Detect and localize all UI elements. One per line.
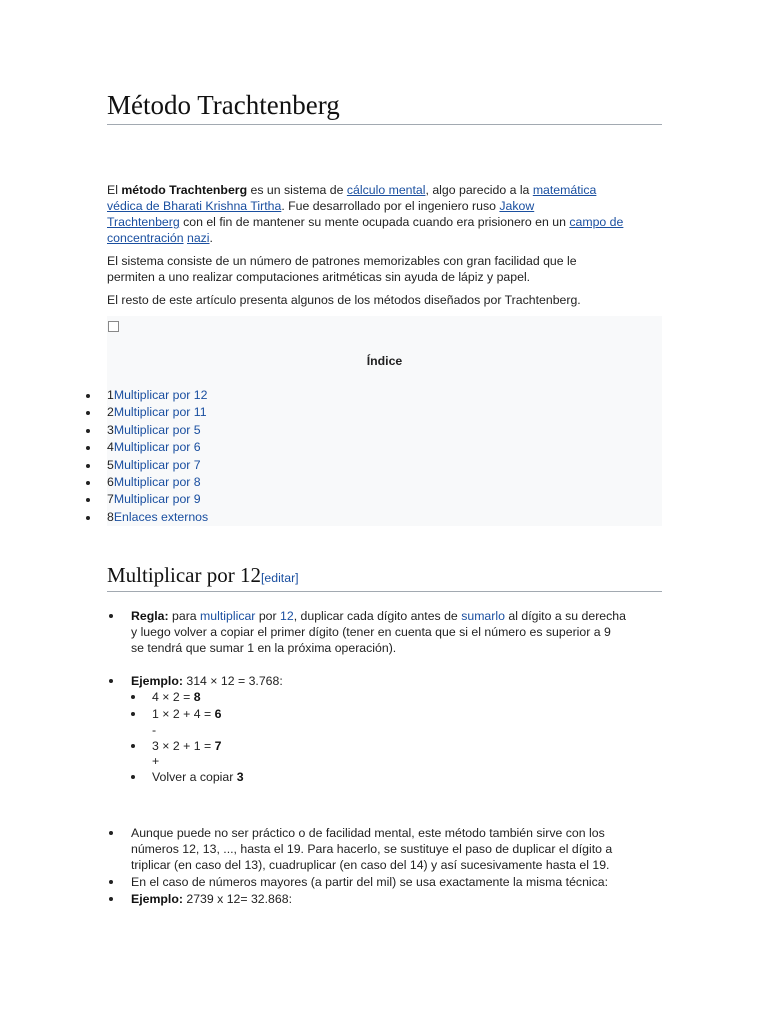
example-step: Volver a copiar 3 — [152, 770, 244, 784]
example-step: 4 × 2 = 8 — [152, 690, 201, 704]
toc-item[interactable]: 1Multiplicar por 12 — [85, 387, 208, 404]
link-campo-concentracion[interactable]: campo de — [569, 215, 624, 229]
link-sumarlo[interactable]: sumarlo — [461, 609, 505, 623]
example2-bullet: Ejemplo: 2739 x 12= 32.868: — [131, 891, 666, 907]
link-jakow-trachtenberg[interactable]: Jakow — [499, 199, 535, 213]
link-nazi[interactable]: nazi — [186, 231, 210, 245]
toc-item[interactable]: 7Multiplicar por 9 — [85, 491, 208, 508]
example-dash: - — [152, 723, 157, 737]
toc-toggle-checkbox[interactable] — [108, 321, 119, 332]
toc-title: Índice — [366, 354, 403, 368]
toc-item[interactable]: 5Multiplicar por 7 — [85, 457, 208, 474]
toc-item[interactable]: 3Multiplicar por 5 — [85, 422, 208, 439]
larger-numbers-bullet: En el caso de números mayores (a partir del mil) se usa exactamente la misma técnica: — [131, 874, 666, 890]
link-calculo-mental[interactable]: cálculo mental — [346, 183, 426, 197]
toc-item[interactable]: 2Multiplicar por 11 — [85, 404, 208, 421]
edit-section-link[interactable]: [editar] — [260, 571, 299, 585]
link-campo-concentracion-cont[interactable]: concentración — [107, 231, 184, 245]
toc-item[interactable]: 8Enlaces externos — [85, 509, 208, 526]
page-title: Método Trachtenberg — [107, 88, 662, 125]
term-bold: método Trachtenberg — [121, 183, 248, 197]
intro-paragraph: El método Trachtenberg es un sistema de cálculo mental, algo parecido a la matemática védica de Bharati Krishna Tirtha. Fue desarrollado por el ingeniero ruso Jakow Trachtenberg con el fin de mantener su mente ocupada cuando era prisionero en un campo de concentración nazi. — [107, 183, 624, 245]
toc-item[interactable]: 6Multiplicar por 8 — [85, 474, 208, 491]
link-jakow-trachtenberg-cont[interactable]: Trachtenberg — [107, 215, 180, 229]
link-matematica-vedica-cont[interactable]: védica de Bharati Krishna Tirtha — [107, 199, 282, 213]
toc-list — [85, 387, 208, 526]
system-paragraph: El sistema consiste de un número de patrones memorizables con gran facilidad que le permiten a uno realizar computaciones aritméticas sin ayuda de lápiz y papel. — [107, 254, 577, 284]
example-bullet: Ejemplo: 314 × 12 = 3.768: — [131, 673, 666, 689]
example-step: 1 × 2 + 4 = 6 — [152, 707, 222, 721]
link-matematica-vedica[interactable]: matemática — [532, 183, 597, 197]
note-bullet: Aunque puede no ser práctico o de facilidad mental, este método también sirve con los números 12, 13, ..., hasta el 19. Para hacerlo, se sustituye el paso de duplicar el dígito a triplicar (en caso del 13), cuadruplicar (en caso del 14) y así sucesivamente hasta el 19. — [131, 825, 666, 873]
link-12[interactable]: 12 — [280, 609, 294, 623]
rest-paragraph: El resto de este artículo presenta algunos de los métodos diseñados por Trachtenberg. — [107, 293, 581, 307]
rule-bullet: Regla: para multiplicar por 12, duplicar cada dígito antes de sumarlo al dígito a su derecha y luego volver a copiar el primer dígito (tener en cuenta que si el número es superior a 9 se tendrá que sumar 1 en la próxima operación). — [131, 608, 666, 656]
link-multiplicar[interactable]: multiplicar — [200, 609, 256, 623]
example-plus: + — [152, 754, 160, 768]
toc-item[interactable]: 4Multiplicar por 6 — [85, 439, 208, 456]
example-step: 3 × 2 + 1 = 7 — [152, 739, 222, 753]
section-heading-multiplicar-12: Multiplicar por 12[editar] — [107, 562, 662, 592]
